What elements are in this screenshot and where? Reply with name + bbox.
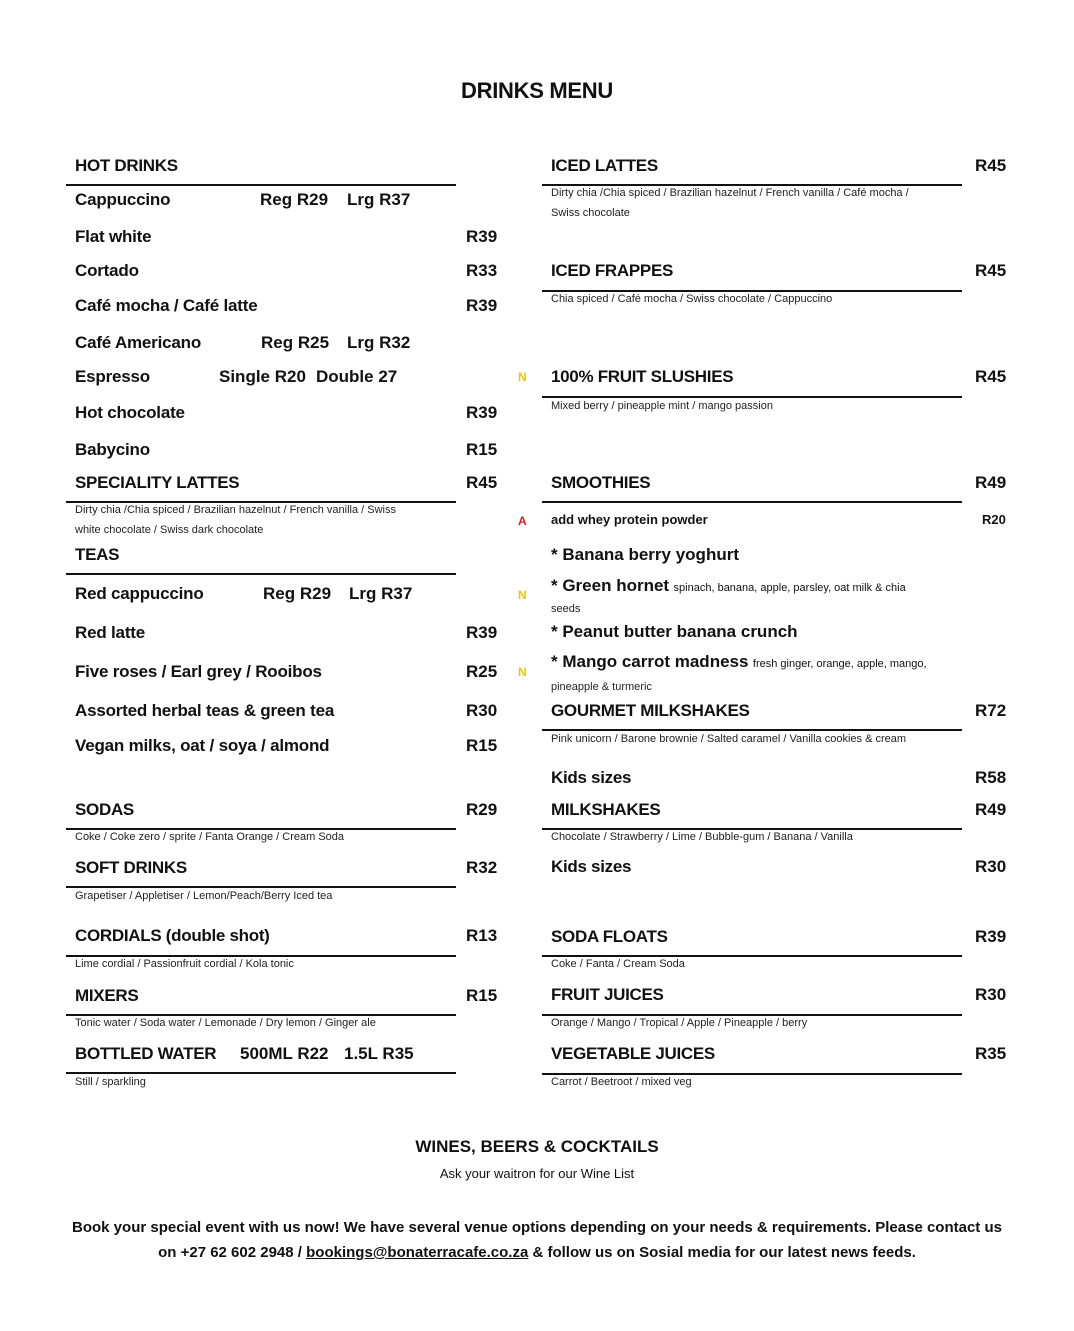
divider (542, 290, 962, 292)
hot-drinks-heading: HOT DRINKS (75, 156, 178, 175)
menu-item-price-lrg: Lrg R37 (347, 190, 411, 209)
menu-item-price: R30 (466, 701, 498, 720)
iced-lattes-price: R45 (975, 156, 1007, 175)
soft-drinks-heading: SOFT DRINKS (75, 858, 187, 877)
iced-frappes-price: R45 (975, 261, 1007, 280)
smoothies-price: R49 (975, 473, 1007, 492)
menu-item-price-reg: Reg R25 (261, 333, 330, 352)
smoothie-item-name: * Mango carrot madness (551, 652, 749, 671)
menu-item-name: Red cappuccino (75, 584, 204, 603)
iced-lattes-heading: ICED LATTES (551, 156, 658, 175)
slushies-desc: Mixed berry / pineapple mint / mango passion (551, 400, 773, 412)
soda-floats-heading: SODA FLOATS (551, 927, 668, 946)
soda-floats-price: R39 (975, 927, 1007, 946)
iced-frappes-heading: ICED FRAPPES (551, 261, 674, 280)
fruit-juices-desc: Orange / Mango / Tropical / Apple / Pineapple / berry (551, 1017, 808, 1029)
divider (66, 886, 456, 888)
menu-item-price-reg: Reg R29 (263, 584, 332, 603)
divider (66, 573, 456, 575)
iced-lattes-desc: Dirty chia /Chia spiced / Brazilian hazelnut / French vanilla / Café mocha / (551, 187, 909, 199)
menu-item-price: R15 (466, 736, 498, 755)
iced-lattes-desc: Swiss chocolate (551, 207, 630, 219)
divider (66, 1072, 456, 1074)
wines-heading: WINES, BEERS & COCKTAILS (415, 1137, 659, 1156)
email-link[interactable]: bookings@bonaterracafe.co.za (306, 1244, 529, 1261)
divider (542, 828, 962, 830)
menu-item-name: Espresso (75, 367, 150, 386)
contact-line (0, 1244, 1074, 1261)
nut-marker-icon: N (518, 665, 527, 679)
menu-item-price: R25 (466, 662, 498, 681)
smoothie-item (551, 652, 927, 672)
cordials-price: R13 (466, 926, 498, 945)
sodas-desc: Coke / Coke zero / sprite / Fanta Orange / Cream Soda (75, 831, 345, 843)
smoothie-item-detail: spinach, banana, apple, parsley, oat milk & chia (673, 582, 906, 594)
menu-item-name: Cortado (75, 261, 139, 280)
smoothie-item-name: * Green hornet (551, 576, 670, 595)
divider (66, 1014, 456, 1016)
vegetable-juices-desc: Carrot / Beetroot / mixed veg (551, 1076, 692, 1088)
divider (66, 828, 456, 830)
nut-marker-icon: N (518, 588, 527, 602)
milkshakes-price: R49 (975, 800, 1007, 819)
milkshakes-heading: MILKSHAKES (551, 800, 661, 819)
gourmet-kids-sizes: Kids sizes (551, 768, 632, 787)
menu-item-name: Hot chocolate (75, 403, 185, 422)
milkshakes-desc: Chocolate / Strawberry / Lime / Bubble-gum / Banana / Vanilla (551, 831, 853, 843)
gourmet-milkshakes-desc: Pink unicorn / Barone brownie / Salted caramel / Vanilla cookies & cream (551, 733, 907, 745)
menu-item-name: Red latte (75, 623, 145, 642)
bottled-water-price-small: 500ML R22 (240, 1044, 329, 1063)
divider (66, 184, 456, 186)
addon-marker-icon: A (518, 514, 527, 528)
soda-floats-desc: Coke / Fanta / Cream Soda (551, 958, 685, 970)
smoothie-item-detail: seeds (551, 603, 581, 615)
divider (542, 396, 962, 398)
menu-item-price: R39 (466, 623, 498, 642)
menu-item-price-lrg: Lrg R32 (347, 333, 411, 352)
menu-item-name: Café Americano (75, 333, 202, 352)
menu-item-name: Vegan milks, oat / soya / almond (75, 736, 330, 755)
divider (66, 955, 456, 957)
vegetable-juices-price: R35 (975, 1044, 1007, 1063)
mixers-price: R15 (466, 986, 498, 1005)
divider (542, 184, 962, 186)
vegetable-juices-heading: VEGETABLE JUICES (551, 1044, 715, 1063)
menu-item-name: Assorted herbal teas & green tea (75, 701, 335, 720)
menu-item-price: R39 (466, 227, 498, 246)
menu-item-price: R39 (466, 403, 498, 422)
menu-item-price-single: Single R20 (219, 367, 306, 386)
teas-heading: TEAS (75, 545, 120, 564)
cordials-desc: Lime cordial / Passionfruit cordial / Kola tonic (75, 958, 294, 970)
smoothie-item: * Peanut butter banana crunch (551, 622, 798, 641)
sodas-heading: SODAS (75, 800, 134, 819)
smoothie-item (551, 576, 906, 596)
fruit-juices-heading: FRUIT JUICES (551, 985, 664, 1004)
slushies-price: R45 (975, 367, 1007, 386)
contact-phone: on +27 62 602 2948 / (158, 1244, 307, 1261)
cordials-heading: CORDIALS (double shot) (75, 926, 270, 945)
bottled-water-desc: Still / sparkling (75, 1076, 146, 1088)
smoothies-heading: SMOOTHIES (551, 473, 651, 492)
speciality-lattes-heading: SPECIALITY LATTES (75, 473, 240, 492)
menu-item-price-reg: Reg R29 (260, 190, 329, 209)
divider (542, 955, 962, 957)
gourmet-milkshakes-price: R72 (975, 701, 1007, 720)
menu-item-name: Flat white (75, 227, 152, 246)
smoothie-item-detail: pineapple & turmeric (551, 681, 652, 693)
menu-item-name: Babycino (75, 440, 150, 459)
soft-drinks-desc: Grapetiser / Appletiser / Lemon/Peach/Berry Iced tea (75, 890, 333, 902)
divider (542, 729, 962, 731)
mixers-desc: Tonic water / Soda water / Lemonade / Dry lemon / Ginger ale (75, 1017, 376, 1029)
slushies-heading: 100% FRUIT SLUSHIES (551, 367, 734, 386)
milkshakes-kids-sizes: Kids sizes (551, 857, 632, 876)
fruit-juices-price: R30 (975, 985, 1007, 1004)
menu-item-price-lrg: Lrg R37 (349, 584, 413, 603)
bottled-water-heading: BOTTLED WATER (75, 1044, 217, 1063)
gourmet-milkshakes-heading: GOURMET MILKSHAKES (551, 701, 750, 720)
nut-marker-icon: N (518, 370, 527, 384)
smoothie-item-detail: fresh ginger, orange, apple, mango, (752, 658, 927, 670)
speciality-lattes-desc: Dirty chia /Chia spiced / Brazilian hazelnut / French vanilla / Swiss (75, 504, 396, 516)
menu-item-price: R39 (466, 296, 498, 315)
mixers-heading: MIXERS (75, 986, 139, 1005)
menu-item-price: R33 (466, 261, 498, 280)
menu-item-name: Five roses / Earl grey / Rooibos (75, 662, 322, 681)
speciality-lattes-price: R45 (466, 473, 498, 492)
divider (66, 501, 456, 503)
soft-drinks-price: R32 (466, 858, 498, 877)
speciality-lattes-desc: white chocolate / Swiss dark chocolate (75, 524, 264, 536)
divider (542, 1014, 962, 1016)
milkshakes-kids-price: R30 (975, 857, 1007, 876)
menu-item-name: Café mocha / Café latte (75, 296, 258, 315)
divider (542, 501, 962, 503)
booking-note: Book your special event with us now! We have several venue options depending on your needs & requirements. Please contact us (72, 1219, 1002, 1236)
gourmet-kids-price: R58 (975, 768, 1007, 787)
divider (542, 1073, 962, 1075)
smoothie-item: * Banana berry yoghurt (551, 545, 739, 564)
menu-item-price: R15 (466, 440, 498, 459)
smoothies-addon-price: R20 (982, 512, 1006, 527)
contact-social: & follow us on Sosial media for our latest news feeds. (528, 1244, 916, 1261)
smoothies-addon: add whey protein powder (551, 512, 708, 527)
page-title: DRINKS MENU (461, 78, 613, 103)
menu-item-price-double: Double 27 (316, 367, 398, 386)
iced-frappes-desc: Chia spiced / Café mocha / Swiss chocolate / Cappuccino (551, 293, 833, 305)
bottled-water-price-large: 1.5L R35 (344, 1044, 414, 1063)
sodas-price: R29 (466, 800, 498, 819)
wine-list-note: Ask your waitron for our Wine List (439, 1166, 635, 1181)
menu-item-name: Cappuccino (75, 190, 171, 209)
